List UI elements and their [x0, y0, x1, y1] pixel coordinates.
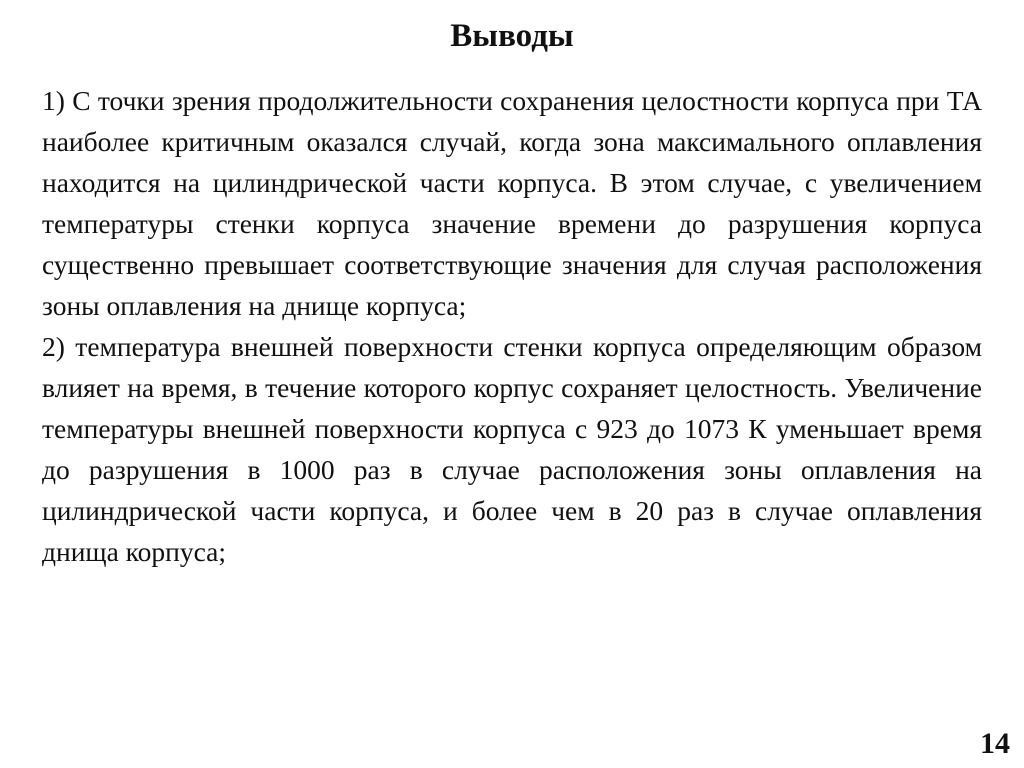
slide-title: Выводы: [450, 18, 574, 54]
conclusion-item: 1) С точки зрения продолжительности сохранения целостности корпуса при ТА наиболее критичным оказался случай, когда зона максимального оплавления находится на цилиндрической части корпуса. В этом случае, с увеличением температуры стенки корпуса значение времени до разрушения корпуса существенно превышает соответствующие значения для случая расположения зоны оплавления на днище корпуса;: [42, 85, 982, 321]
conclusion-item: 2) температура внешней поверхности стенки корпуса определяющим образом влияет на время, в течение которого корпус сохраняет целостность. Увеличение температуры внешней поверхности корпуса с 923 до 1073 К уменьшает время до разрушения в 1000 раз в случае расположения зоны оплавления на цилиндрической части корпуса, и более чем в 20 раз в случае оплавления днища корпуса;: [42, 331, 982, 567]
page-number: 14: [980, 727, 1010, 760]
conclusions-list: [42, 80, 982, 572]
